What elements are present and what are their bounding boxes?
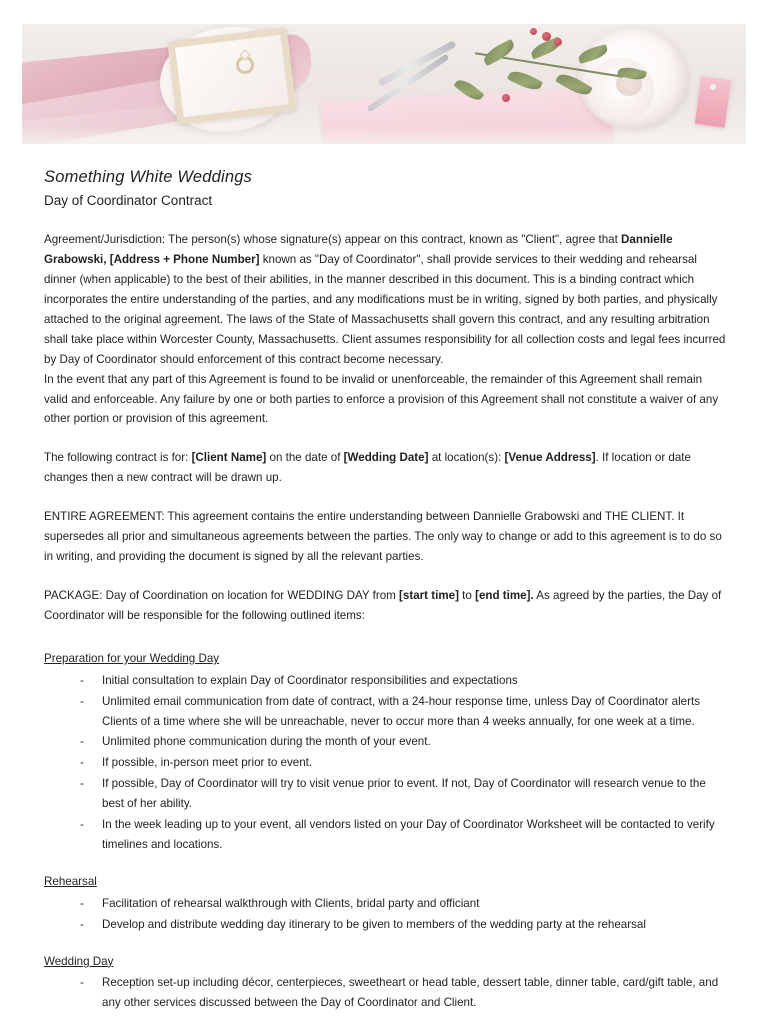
- paragraph-jurisdiction: [44, 230, 726, 370]
- list-item: - Facilitation of rehearsal walkthrough with Clients, bridal party and officiant: [80, 894, 726, 914]
- package-text-mid: to: [458, 589, 476, 603]
- page-subtitle: Day of Coordinator Contract: [44, 193, 213, 208]
- section-wedding-day: [44, 952, 726, 1014]
- section-heading-wedding-day: Wedding Day: [44, 954, 114, 968]
- berry-decoration: [542, 32, 551, 41]
- list-item: - If possible, in-person meet prior to event.: [80, 753, 726, 773]
- contract-for-mid-1: on the date of: [266, 451, 344, 465]
- contract-for-mid-2: at location(s):: [428, 451, 505, 465]
- list-item: - Initial consultation to explain Day of Coordinator responsibilities and expectations: [80, 671, 726, 691]
- berry-decoration: [530, 28, 537, 35]
- start-time-placeholder: [start time]: [399, 589, 459, 603]
- list-item: - Reception set-up including décor, centerpieces, sweetheart or head table, dessert table, dinner table, card/gift table, and any other services discussed between the Day of Coordinator and Client.: [80, 973, 726, 1013]
- list-item: - Unlimited phone communication during the month of your event.: [80, 732, 726, 752]
- page-title: Something White Weddings: [44, 168, 253, 186]
- section-list-preparation: [44, 671, 726, 855]
- jurisdiction-text-post: known as "Day of Coordinator", shall provide services to their wedding and rehearsal dinner (when applicable) to the best of their abilities, in the manner described in this document. This is a binding contract which incorporates the entire understanding of the parties, and any modifications must be in writing, signed by both parties, and physically attached to the original agreement. The laws of the State of Massachusetts shall govern this contract, and any resulting arbitration shall take place within Worcester County, Massachusetts. Client assumes responsibility for all collection costs and legal fees incurred by Day of Coordinator should enforcement of this contract become necessary.: [44, 252, 726, 366]
- banner-bottom-fade: [22, 126, 746, 144]
- section-heading-rehearsal: Rehearsal: [44, 875, 97, 889]
- end-time-placeholder: [end time].: [475, 589, 534, 603]
- package-text-post: As agreed by the parties, the Day of Coordinator will be responsible for the following outlined items:: [44, 589, 722, 622]
- list-item: - If possible, Day of Coordinator will try to visit venue prior to event. If not, Day of Coordinator will research venue to the best of her ability.: [80, 774, 726, 814]
- jurisdiction-text-pre: Agreement/Jurisdiction: The person(s) whose signature(s) appear on this contract, known as "Client", agree that: [44, 233, 622, 246]
- berry-decoration: [502, 94, 510, 102]
- berry-decoration: [554, 38, 562, 46]
- section-heading-preparation: Preparation for your Wedding Day: [44, 651, 220, 665]
- coordinator-contact-placeholder: Dannielle Grabowski, [Address + Phone Number]: [44, 233, 673, 266]
- list-item: - In the week leading up to your event, all vendors listed on your Day of Coordinator Worksheet will be contacted to verify timelines and locations.: [80, 815, 726, 855]
- section-list-rehearsal: [44, 894, 726, 935]
- list-item: - Unlimited email communication from date of contract, with a 24-hour response time, unless Day of Coordinator alerts Clients of a time where she will be unreachable, never to occur more than 4 weeks annually, for one week at a time.: [80, 692, 726, 732]
- section-preparation: [44, 649, 726, 855]
- venue-address-placeholder: [Venue Address]: [504, 451, 596, 465]
- paragraph-contract-for: [44, 448, 726, 488]
- section-list-wedding-day: [44, 973, 726, 1013]
- header-banner-image: [22, 24, 746, 144]
- leaf-decoration: [481, 39, 517, 66]
- paragraph-entire-agreement: ENTIRE AGREEMENT: This agreement contains the entire understanding between Dannielle Grabowski and THE CLIENT. It supersedes all prior and simultaneous agreements between the parties. The only way to change or add to this agreement is to do so in writing, and providing the document is signed by all the relevant parties.: [44, 510, 722, 564]
- package-text-pre: PACKAGE: Day of Coordination on location for WEDDING DAY from: [44, 589, 400, 603]
- contract-for-post: . If location or date changes then a new contract will be drawn up.: [44, 451, 691, 485]
- paragraph-package: [44, 586, 726, 626]
- paragraph-severability: In the event that any part of this Agreement is found to be invalid or unenforceable, the remainder of this Agreement shall remain valid and enforceable. Any failure by one or both parties to enforce a provision of this Agreement shall not constitute a waiver of any other portion or provision of this agreement.: [44, 372, 719, 426]
- wedding-date-placeholder: [Wedding Date]: [343, 451, 429, 465]
- list-item: - Develop and distribute wedding day itinerary to be given to members of the wedding party at the rehearsal: [80, 915, 726, 935]
- contract-for-pre: The following contract is for:: [44, 451, 192, 465]
- document-body: [44, 168, 726, 1014]
- client-name-placeholder: [Client Name]: [191, 451, 267, 465]
- section-rehearsal: [44, 872, 726, 935]
- ring-box-decoration: [167, 27, 296, 125]
